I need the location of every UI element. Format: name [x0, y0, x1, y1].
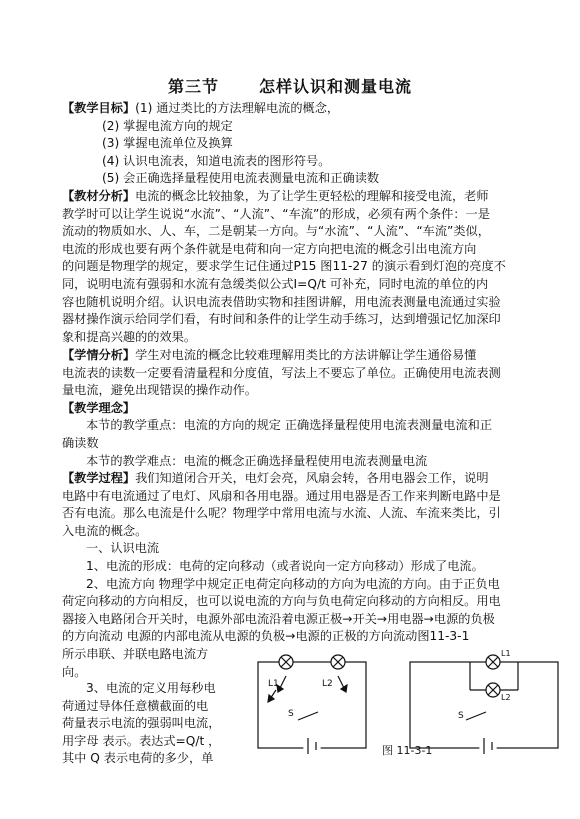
- process-line: 入电流的概念。: [62, 523, 148, 538]
- paragraph-line: 的方向流动 电源的内部电流从电源的负极→电源的正极的方向流动图11-3-1: [62, 629, 470, 644]
- difficulty-line: 本节的教学难点：电流的概念正确选择量程使用电流表测量电流: [86, 453, 428, 468]
- paragraph-line: 荷定向移动的方向相反，也可以说电流的方向与负电荷定向移动的方向相反。用电: [62, 594, 501, 609]
- series-circuit-diagram: [258, 655, 366, 754]
- analysis-line: 器材操作演示给同学们看，有时间和条件的让学生动手练习，达到增强记忆加深印: [62, 312, 501, 327]
- students-line: 量电流，避免出现错误的操作动作。: [62, 383, 257, 398]
- paragraph-line: 器接入电路闭合开关时，电源外部电流沿着电源正极→开关→用电器→电源的负极: [62, 611, 495, 626]
- paragraph-line: 荷通过导体任意横截面的电: [62, 698, 209, 713]
- analysis-line: 教学时可以让学生说说“水流”、“人流”、“车流”的形成，必须有两个条件：一是: [62, 206, 490, 221]
- process-line: 否有电流。那么电流是什么呢？物理学中常用电流与水流、人流、车流来类比，引: [62, 506, 501, 521]
- analysis-line: 象和提高兴趣的的效果。: [62, 329, 197, 344]
- analysis-line: 电流的形成也要有两个条件就是电荷和向一定方向把电流的概念引出电流方向: [62, 241, 477, 256]
- page-title: [0, 74, 580, 97]
- chapter-name: 怎样认识和测量电流: [259, 77, 413, 96]
- lamp-label: L1: [501, 650, 511, 658]
- figure-caption: 图 11-3-1: [382, 744, 433, 757]
- analysis-label: 【教材分析】: [62, 189, 136, 203]
- objectives-section: [62, 100, 562, 188]
- key-points-line: 确读数: [62, 435, 99, 450]
- analysis-line: 容也随机说明介绍。认识电流表借助实物和挂图讲解，用电流表测量电流通过实验: [62, 294, 501, 309]
- lamp-label: L2: [501, 693, 511, 702]
- analysis-first-line: 【教材分析】电流的概念比较抽象，为了让学生更轻松的理解和接受电流，老师: [62, 189, 489, 203]
- parallel-circuit-diagram: [410, 650, 558, 754]
- analysis-line: 同，说明电流有强弱和水流有急缓类似公式I=Q/t 可补充，同时电流的单位的内: [62, 276, 489, 291]
- paragraph-current-definition: 3、电流的定义用每秒电: [86, 681, 216, 695]
- students-label: 【学情分析】: [62, 348, 136, 362]
- objective-item: (2) 掌握电流方向的规定: [102, 118, 233, 133]
- philosophy-label: 【教学理念】: [62, 400, 136, 415]
- objectives-first-line: [62, 100, 562, 118]
- objectives-label: 【教学目标】: [62, 101, 136, 115]
- analysis-section: [62, 188, 562, 346]
- lamp-label: L1: [268, 679, 279, 689]
- students-line: 电流表的读数一定要看清量程和分度值，写法上不要忘了单位。正确使用电流表测: [62, 365, 501, 380]
- section-heading: 一、认识电流: [86, 541, 160, 556]
- objective-item: (4) 认识电流表，知道电流表的图形符号。: [102, 153, 331, 168]
- switch-label: S: [458, 711, 464, 721]
- analysis-line: 流动的物质如水、人、车，二是朝某一方向。与“水流”、“人流”、“车流”类似，: [62, 224, 490, 239]
- paragraph-current-direction: 2、电流方向 物理学中规定正电荷定向移动的方向为电流的方向。由于正负电: [86, 576, 500, 591]
- objective-item: (3) 掌握电流单位及换算: [102, 136, 233, 151]
- paragraph-line: 用字母 表示。表达式=Q/t ，: [62, 733, 221, 748]
- paragraph-line: 荷量表示电流的强弱叫电流，: [62, 716, 221, 731]
- students-section: [62, 347, 562, 470]
- paragraph-line: 所示串联、并联电路电流方: [62, 646, 209, 661]
- process-label: 【教学过程】: [62, 471, 136, 485]
- chapter-number: 第三节: [167, 77, 219, 96]
- paragraph-line: 向。: [62, 664, 87, 679]
- definition-section: [62, 680, 252, 768]
- lamp-label: L2: [322, 679, 333, 689]
- paragraph-current-formation: 1、电流的形成：电荷的定向移动（或者说向一定方向移动）形成了电流。: [86, 558, 484, 573]
- objective-item: (1) 通过类比的方法理解电流的概念，: [135, 101, 340, 115]
- key-points-line: 本节的教学重点：电流的方向的规定 正确选择量程使用电流表测量电流和正: [86, 418, 493, 433]
- students-first-line: 【学情分析】学生对电流的概念比较难理解用类比的方法讲解让学生通俗易懂: [62, 348, 477, 362]
- switch-label: S: [288, 709, 294, 719]
- process-first-line: 【教学过程】我们知道闭合开关，电灯会亮，风扇会转，各用电器会工作，说明: [62, 471, 489, 485]
- paragraph-line: 其中 Q 表示电荷的多少，单: [62, 751, 214, 766]
- process-line: 电路中有电流通过了电灯、风扇和各用电器。通过用电器是否工作来判断电路中是: [62, 488, 501, 503]
- analysis-line: 的问题是物理学的规定，要求学生记住通过P15 图11-27 的演示看到灯泡的亮度不: [62, 259, 506, 274]
- objective-item: (5) 会正确选择量程使用电流表测量电流和正确读数: [102, 171, 380, 186]
